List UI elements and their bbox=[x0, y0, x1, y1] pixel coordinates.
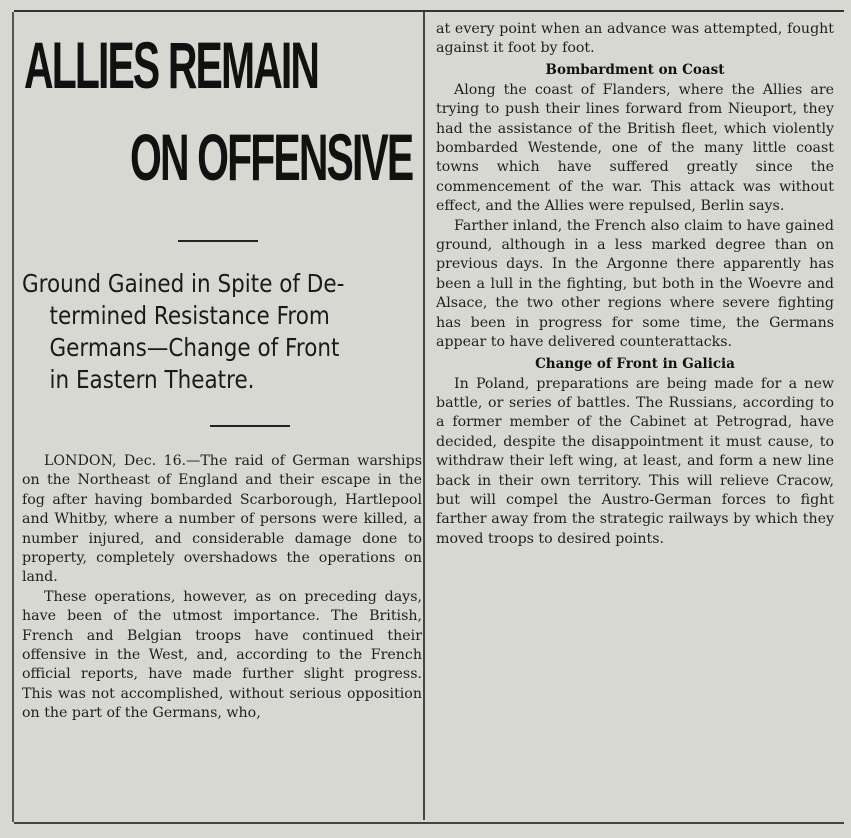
headline-separator bbox=[178, 240, 258, 242]
left-border bbox=[12, 12, 14, 822]
deck-line-3: Germans—Change of Front bbox=[49, 333, 340, 362]
subhead-galicia: Change of Front in Galicia bbox=[535, 355, 735, 372]
subheadline-deck bbox=[22, 268, 422, 396]
deck-line-4: in Eastern Theatre. bbox=[49, 365, 255, 394]
headline-line-1: ALLIES REMAIN bbox=[24, 28, 319, 102]
column-divider bbox=[423, 12, 425, 820]
deck-separator bbox=[210, 425, 290, 427]
deck-line-2: termined Resistance From bbox=[49, 301, 330, 330]
paragraph-inland: Farther inland, the French also claim to have gained ground, although in a less marked degree than on previous days. In the Argonne there apparently has been a lull in the fighting, but both in the Woevre and Alsace, the two other regions where severe fighting has been in progress for some time, the Germans appear to have delivered counterattacks. bbox=[436, 217, 834, 351]
paragraph-dateline: LONDON, Dec. 16.—The raid of German warships on the Northeast of England and their escape in the fog after having bombarded Scarborough, Hartlepool and Whitby, where a number of persons were killed, a number injured, and considerable damage done to property, completely overshadows the operations on land. bbox=[22, 453, 422, 586]
article-body-left bbox=[22, 452, 422, 724]
deck-line-1: Ground Gained in Spite of De- bbox=[22, 269, 345, 298]
paragraph-flanders: Along the coast of Flanders, where the Allies are trying to push their lines forward from Nieuport, they had the assistance of the British fleet, which violently bombarded Westende, one of the many little coast towns which have suffered greatly since the commencement of the war. This attack was without effect, and the Allies were repulsed, Berlin says. bbox=[436, 81, 834, 215]
headline-line-2: ON OFFENSIVE bbox=[130, 120, 413, 194]
bottom-rule bbox=[14, 822, 844, 824]
paragraph-continued: at every point when an advance was attempted, fought against it foot by foot. bbox=[436, 21, 834, 57]
top-rule bbox=[14, 10, 844, 12]
subhead-bombardment: Bombardment on Coast bbox=[545, 61, 725, 78]
paragraph-poland: In Poland, preparations are being made for a new battle, or series of battles. The Russians, according to a former member of the Cabinet at Petrograd, have decided, despite the disappointment it must cause, to withdraw their left wing, at least, and form a new line back in their own territory. This will relieve Cracow, but will compel the Austro-German forces to fight farther away from the strategic railways by which they moved troops to desired points. bbox=[436, 375, 834, 547]
right-column bbox=[436, 20, 834, 549]
paragraph-operations: These operations, however, as on preceding days, have been of the utmost importance. The British, French and Belgian troops have continued their offensive in the West, and, according to the French official reports, have made further slight progress. This was not accomplished, without serious opposition on the part of the Germans, who, bbox=[22, 588, 422, 722]
